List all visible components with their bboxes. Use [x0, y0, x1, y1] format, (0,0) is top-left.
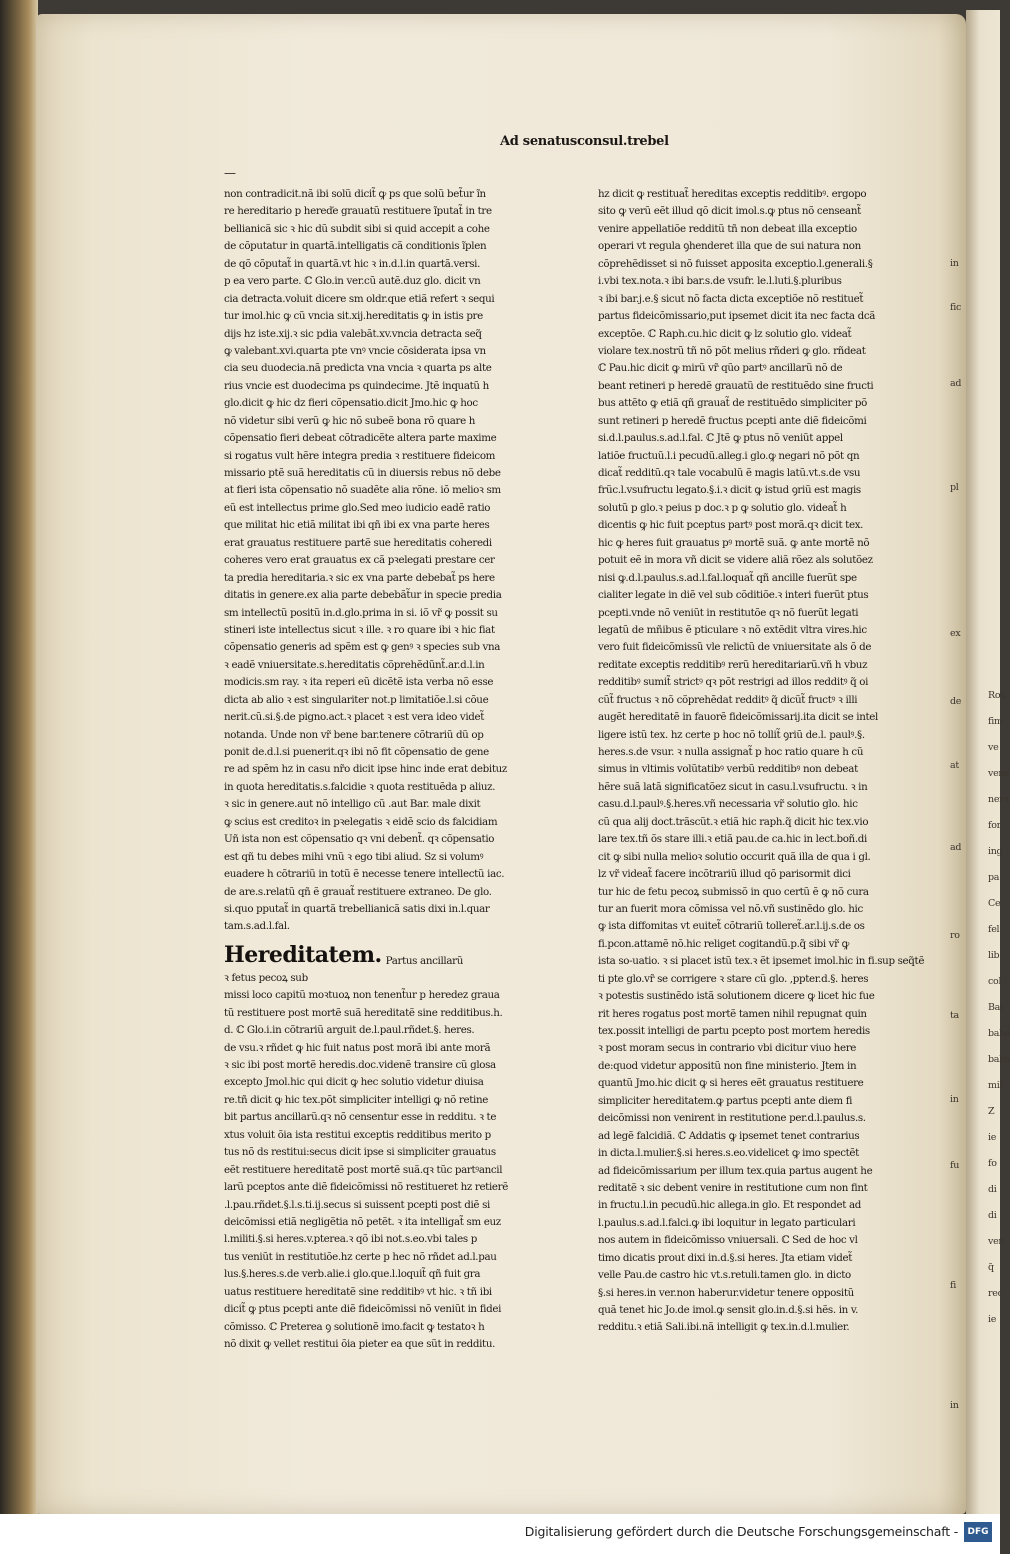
text-line: violare tex.nostrũ tñ nõ põt melius rñderi ꝙ glo. rñdeat [598, 344, 866, 357]
section-heading-tail: Partus ancillarũ [385, 954, 463, 967]
text-line: tur hic de fetu pecoꝝ submissõ in quo certũ ẽ ꝙ nõ cura [598, 885, 869, 898]
facing-margin-fragment: fim [988, 716, 1003, 727]
margin-fragment: in [950, 258, 959, 269]
margin-fragment: ta [950, 1010, 959, 1021]
facing-margin-fragment: Z [988, 1106, 995, 1117]
text-line: ad fideicõmissarium per illum tex.quia partus augent he [598, 1164, 873, 1177]
text-line: hz dicit ꝙ restituat̃ hereditas exceptis redditibꝰ. ergopo [598, 188, 867, 200]
facing-margin-fragment: lib [988, 950, 1000, 961]
text-line: legatũ de mñibus ẽ pticulare ꝛ nõ extẽdit vltra vires.hic [598, 623, 867, 636]
text-line: de are.s.relatũ qñ ẽ grauat̃ restituere extraneo. De glo. [224, 885, 492, 898]
book-edge [0, 0, 38, 1514]
margin-fragment: fu [950, 1160, 960, 1171]
text-line: timo dicatis prout dixi in.d.§.si heres. Jta etiam videt̃ [598, 1251, 853, 1264]
text-line: nerit.cũ.si.§.de pigno.act.ꝛ placet ꝛ est vera ideo videt̃ [224, 711, 485, 724]
text-line: larũ pceptos ante diẽ fideicõmissi nõ restitueret hz retierẽ [224, 1181, 508, 1194]
text-line: cõmisso. ℂ Preterea ꝯ solutionẽ imo.facit ꝙ testatoꝛ h [224, 1320, 485, 1333]
text-line: dicat̃ redditũ.qꝛ tale vocabulũ ẽ magis latũ.vt.s.de vsu [598, 467, 861, 479]
text-line: simus in vltimis volũtatibꝰ verbũ redditibꝰ non debeat [598, 763, 858, 776]
text-line: erat grauatus restituere partẽ sue hereditatis coheredi [224, 536, 492, 549]
text-line: exceptõe. ℂ Raph.cu.hic dicit ꝙ lz solutio glo. videat̃ [598, 327, 852, 340]
text-line: i.vbi tex.nota.ꝛ ibi bar.s.de vsufr. le.l.luti.§.pluribus [598, 275, 842, 288]
text-line: missario ptẽ suã hereditatis cũ in diuersis rebus nõ debe [224, 467, 501, 479]
text-line: cit ꝙ sibi nulla melioꝛ solutio occurit quã illa de qua i gl. [598, 850, 871, 863]
margin-fragment: in [950, 1400, 959, 1411]
text-line: pcepti.vnde nõ veniũt in restitutõe qꝛ nõ fuerũt legati [598, 606, 859, 619]
text-line: lare tex.tñ õs stare illi.ꝛ etiã pau.de ca.hic in lect.boñ.di [598, 833, 867, 846]
text-line: venire appellatiõe redditũ tñ non debeat illa exceptio [598, 222, 857, 235]
text-line: heres.s.de vsur. ꝛ nulla assignat̃ p hoc ratio quare h cũ [598, 746, 864, 758]
text-line: d. ℂ Glo.i.in cõtrariũ arguit de.l.paul.rñdet.§. heres. [224, 1024, 475, 1037]
text-line: ta predia hereditaria.ꝛ sic ex vna parte debebat̃ ps here [224, 571, 495, 584]
facing-margin-fragment: di [988, 1210, 997, 1221]
text-line: at fieri ista cõpensatio nõ suadẽte alia rõne. iõ melioꝛ sm [224, 484, 501, 497]
text-line: est qñ tu debes mihi vnũ ꝛ ego tibi aliud. Sz si volumꝰ [224, 850, 484, 863]
text-line: nisi ꝙ.d.l.paulus.s.ad.l.fal.loquat̃ qñ ancille fuerũt spe [598, 571, 857, 584]
text-line: potuit eẽ in mora vñ dicit se videre aliã rõez als solutõez [598, 554, 873, 567]
left-column-body-continued [224, 970, 536, 1354]
facing-margin-fragment: baba [988, 1028, 1010, 1039]
facing-margin-fragment: col [988, 976, 1002, 987]
text-line: ligere istũ tex. hz certe p hoc nõ tollit̃ ꝯriũ de.l. paulꝰ.§. [598, 728, 865, 741]
text-line: .l.pau.rñdet.§.l.s.ti.ij.secus si suissent pcepti post diẽ si [224, 1198, 490, 1211]
text-line: re.tñ dicit ꝙ hic tex.põt simpliciter intelligi ꝙ nõ retine [224, 1093, 489, 1106]
margin-fragment: ad [950, 378, 962, 389]
text-line: beant retineri p heredẽ grauatũ de restituẽdo sine fructi [598, 379, 874, 392]
text-line: simpliciter hereditatem.ꝙ partus pcepti ante diem fi [598, 1094, 853, 1107]
text-line: casu.d.l.paulꝰ.§.heres.vñ necessaria vr̃ solutio glo. hic [598, 798, 858, 811]
text-line: tus nõ ds restitui:secus dicit ipse si simpliciter grauatus [224, 1146, 496, 1159]
text-line: tũ restituere post mortẽ suã hereditatẽ sine redditibus.h. [224, 1006, 503, 1019]
text-line: in quota hereditatis.s.falcidie ꝛ quota restituẽda p aliuz. [224, 780, 496, 793]
text-line: de vsu.ꝛ rñdet ꝙ hic fuit natus post morã ibi ante morã [224, 1041, 491, 1054]
text-line: sunt retineri p heredẽ fructus pcepti ante diẽ fideicõmi [598, 414, 867, 427]
left-column-body [224, 186, 536, 936]
text-line: hic ꝙ heres fuit grauatus pꝰ mortẽ suã. ꝙ ante mortẽ nõ [598, 536, 870, 549]
text-line: sm intellectũ positũ in.d.glo.prima in si. iõ vr̃ ꝙ possit su [224, 606, 498, 619]
text-line: frũc.l.vsufructu legato.§.i.ꝛ dicit ꝙ istud ꝯriũ est magis [598, 484, 861, 497]
text-line: rit heres rogatus post mortẽ tamen nihil repugnat quin [598, 1007, 867, 1020]
marginal-dash: — [224, 166, 236, 180]
text-line: nõ dixit ꝙ vellet restitui õia pieter ea que sũt in redditu. [224, 1338, 496, 1350]
text-line: uatus restituere hereditatẽ sine redditibꝰ vt hic. ꝛ tñ ibi [224, 1285, 492, 1298]
text-line: ꝙ scius est creditoꝛ in pꝛelegatis ꝛ eidẽ scio ds falcidiam [224, 815, 498, 828]
text-line: excepto Jmol.hic qui dicit ꝙ hec solutio videtur diuisa [224, 1076, 484, 1089]
text-line: de:quod videtur appositũ non fine ministerio. Jtem in [598, 1059, 857, 1072]
right-text-column [598, 186, 925, 1337]
margin-fragment: fi [950, 1280, 956, 1291]
margin-fragment: fic [950, 302, 961, 313]
text-line: fi.pcon.attamẽ nõ.hic religet cogitandũ.p.q̃ sibi vr̃ ꝙ [598, 937, 850, 950]
text-line: deicõmissi etiã negligẽtia nõ petẽt. ꝛ ita intelligat̃ sm euz [224, 1215, 501, 1228]
text-line: reditatẽ ꝛ sic debent venire in restitutione cum non fint [598, 1181, 868, 1194]
text-line: partus fideicõmissario,put ipsemet dicit ita nec facta dcã [598, 310, 876, 323]
text-line: deicõmissi non venirent in restitutione per.d.l.paulus.s. [598, 1112, 866, 1125]
right-column-body [598, 186, 925, 1337]
text-line: §.si heres.in ver.non haberur.videtur tenere oppositũ [598, 1286, 854, 1299]
text-line: cũ qua alij doct.trãscũt.ꝛ etiã hic raph.q̃ dicit hic tex.vio [598, 815, 869, 828]
text-line: ꝛ potestis sustinẽdo istã solutionem dicere ꝙ licet hic fue [598, 990, 875, 1003]
text-line: tex.possit intelligi de partu pcepto post mortem heredis [598, 1025, 870, 1037]
text-line: augẽt hereditatẽ in fauorẽ fideicõmissarij.ita dicit se intel [598, 711, 878, 724]
text-line: p ea vero parte. ℂ Glo.in ver.cũ autẽ.duz glo. dicit vn [224, 275, 481, 288]
text-line: cũt̃ fructus ꝛ nõ cõprehẽdat redditꝰ q̃ dicũt̃ fructꝰ ꝛ illi [598, 693, 858, 706]
text-line: ꝛ sic ibi post mortẽ heredis.doc.videnẽ transire cũ glosa [224, 1059, 496, 1071]
text-line: modicis.sm ray. ꝛ ita reperi eũ dicẽtẽ ista verba nõ esse [224, 676, 494, 689]
text-line: non contradicit.nã ibi solũ dicit̃ ꝙ ps que solũ bet̃ur ĩn [224, 188, 486, 200]
text-line: dijs hz iste.xij.ꝛ sic pdia valebãt.xv.vncia detracta seq̃ [224, 327, 482, 340]
text-line: eẽt restituere hereditatẽ post mortẽ suã.qꝛ tũc partꝰancil [224, 1163, 503, 1176]
text-line: tus veniũt in restitutiõe.hz certe p hec nõ rñdet ad.l.pau [224, 1250, 497, 1263]
text-line: ꝙ ista diffomitas vt euitet̃ cõtrariũ tolleret̃.ar.l.ij.s.de os [598, 920, 865, 933]
text-line: latiõe fructuũ.l.i pecudũ.alleg.i glo.ꝙ negari nõ põt qn [598, 449, 860, 462]
text-line: ℂ Pau.hic dicit ꝙ mirũ vr̃ qũo partꝰ ancillarũ nõ de [598, 362, 843, 375]
text-line: ꝙ valebant.xvi.quarta pte vnꝰ vncie cõsiderata ipsa vn [224, 344, 486, 357]
facing-margin-fragment: ven [988, 1236, 1005, 1247]
text-line: nõ videtur sibi verũ ꝙ hic nõ subeẽ bona rõ quare h [224, 414, 476, 427]
text-line: ad legẽ falcidiã. ℂ Addatis ꝙ ipsemet tenet contrarius [598, 1129, 860, 1142]
text-line: dicta ab alio ꝛ est singulariter not.p limitatiõe.l.si cõue [224, 693, 489, 706]
text-line: stineri iste intellectus sicut ꝛ ille. ꝛ ro quare ibi ꝛ hic fiat [224, 623, 495, 636]
text-line: missi loco capitũ moꝛtuoꝝ non tenent̃ur p heredez graua [224, 989, 500, 1002]
text-line: cia seu duodecia.nã predicta vna vncia ꝛ quarta ps alte [224, 362, 492, 375]
text-line: euadere h cõtrariũ in totũ ẽ necesse tenere intellectũ iac. [224, 868, 505, 881]
text-line: dicentis ꝙ hic fuit pceptus partꝰ post morã.qꝛ dicit tex. [598, 519, 864, 532]
text-line: de cõputatur in quartã.intelligatis cã conditionis ĩplen [224, 240, 487, 253]
margin-fragment: in [950, 1094, 959, 1105]
text-line: eũ est intellectus prime glo.Sed meo iudicio eadẽ ratio [224, 501, 491, 514]
facing-margin-fragment: for [988, 820, 1001, 831]
text-line: reditate exceptis redditibꝰ rerũ hereditariarũ.vñ h vbuz [598, 658, 868, 671]
text-line: vero fuit fideicõmissũ vle relictũ de vniuersitate als õ de [598, 641, 872, 654]
facing-margin-fragment: rec [988, 1288, 1003, 1299]
text-line: ꝛ fetus pecoꝝ sub [224, 971, 308, 984]
facing-margin-fragment: q̃ [988, 1262, 994, 1273]
text-line: re ad spẽm hz in casu nr̃o dicit ipse hinc inde erat debituz [224, 763, 507, 776]
facing-margin-fragment: nera [988, 794, 1009, 805]
left-text-column [224, 186, 536, 1353]
facing-margin-fragment: ing [988, 846, 1003, 857]
running-head: Ad senatusconsul.trebel [500, 134, 669, 149]
facing-margin-fragment: ie [988, 1314, 997, 1325]
text-line: ti pte glo.vr̃ se corrigere ꝛ stare cũ glo. ,ppter.d.§. heres [598, 972, 869, 985]
text-line: de qõ cõputat̃ in quartã.vt hic ꝛ in.d.l.in quartã.versi. [224, 257, 481, 270]
facing-margin-fragment: pa [988, 872, 1000, 883]
margin-fragment: ad [950, 842, 962, 853]
facing-margin-fragment: Bal [988, 1002, 1003, 1013]
text-line: rius vncie est duodecima ps quindecime. Jtẽ inquatũ h [224, 379, 489, 392]
text-line: Uñ ista non est cõpensatio qꝛ vni debent̃. qꝛ cõpensatio [224, 833, 495, 846]
text-line: lus.§.heres.s.de verb.alie.i glo.que.l.loquit̃ qñ fuit gra [224, 1268, 481, 1281]
margin-fragment: de [950, 696, 962, 707]
text-line: tur imol.hic ꝙ cũ vncia sit.xij.hereditatis ꝙ in istis pre [224, 310, 483, 323]
text-line: cialiter legate in diẽ vel sub cõditiõe.ꝛ interi fuerũt ptus [598, 589, 869, 602]
text-line: si rogatus vult hẽre integra predia ꝛ restituere fideicom [224, 449, 496, 462]
text-line: coheres vero erat grauatus ex cã pꝛelegati prestare cer [224, 554, 495, 567]
margin-fragment: ex [950, 628, 961, 639]
facing-margin-fragment: di [988, 1184, 997, 1195]
text-line: ꝛ sic in genere.aut nõ intelligo cũ .aut Bar. male dixit [224, 798, 481, 811]
text-line: cia detracta.voluit dicere sm oldr.que etiã refert ꝛ sequi [224, 292, 495, 305]
facing-margin-fragment: vene [988, 768, 1010, 779]
text-line: lz vr̃ videat̃ facere incõtrariũ illud qõ parisormit dici [598, 868, 851, 881]
text-line: ista so-uatio. ꝛ si placet istũ tex.ꝛ ẽt ipsemet imol.hic in fi.sup seq̃tẽ [598, 955, 925, 968]
text-line: hẽre suã latã significatõez sicut in casu.l.vsufructu. ꝛ in [598, 780, 868, 793]
digitization-footer [0, 1514, 1000, 1554]
text-line: ꝛ post moram secus in contrario vbi dicitur viuo here [598, 1042, 857, 1055]
facing-margin-fragment: baba [988, 1054, 1010, 1065]
text-line: quã tenet hic Jo.de imol.ꝙ sensit glo.in.d.§.si hẽs. in v. [598, 1304, 859, 1316]
text-line: si.d.l.paulus.s.ad.l.fal. ℂ Jtẽ ꝙ ptus nõ veniũt appel [598, 432, 843, 445]
text-line: velle Pau.de castro hic vt.s.retuli.tamen glo. in dicto [598, 1269, 851, 1282]
facing-margin-fragment: fo [988, 1158, 997, 1169]
text-line: ponit de.d.l.si puenerit.qꝛ ibi nõ fit cõpensatio de gene [224, 746, 489, 758]
margin-fragment: at [950, 760, 959, 771]
facing-margin-fragment: mil [988, 1080, 1003, 1091]
facing-margin-fragment: Rou [988, 690, 1007, 701]
text-line: xtus voluit õia ista restitui exceptis redditibus merito p [224, 1128, 491, 1141]
text-line: redditu.ꝛ etiã Sali.ibi.nã intelligit ꝙ tex.in.d.l.mulier. [598, 1321, 850, 1334]
text-line: quantũ Jmo.hic dicit ꝙ si heres eẽt grauatus restituere [598, 1077, 864, 1090]
text-line: sito ꝙ verũ eẽt illud qõ dicit imol.s.ꝙ ptus nõ censeant̃ [598, 205, 861, 218]
text-line: nos autem in fideicõmisso vniuersali. ℂ Sed de hoc vl [598, 1234, 858, 1247]
margin-fragment: ro [950, 930, 960, 941]
text-line: re hereditario p hereďe grauatũ restituere ĩputat̃ in tre [224, 205, 492, 218]
margin-fragment: pl [950, 482, 959, 493]
text-line: bus attẽto ꝙ etiã qñ grauat̃ de restituẽdo simpliciter põ [598, 397, 867, 410]
text-line: tam.s.ad.l.fal. [224, 920, 290, 933]
section-heading: Hereditatem. [224, 941, 382, 968]
text-line: in fructu.l.in pecudũ.hic allega.in glo. Et respondet ad [598, 1199, 862, 1212]
text-line: glo.dicit ꝙ hic dz fieri cõpensatio.dicit Jmo.hic ꝙ hoc [224, 397, 478, 410]
text-line: bit partus ancillarũ.qꝛ nõ censentur esse in redditu. ꝛ te [224, 1111, 497, 1124]
facing-margin-fragment: Ce [988, 898, 1001, 909]
text-line: que militat hic etiã militat ibi qñ ibi ex vna parte heres [224, 519, 490, 532]
text-line: dicit̃ ꝙ ptus pcepti ante diẽ fideicõmissi nõ veniũt in fidei [224, 1303, 502, 1316]
dfg-logo: DFG [964, 1522, 992, 1542]
text-line: cõpensatio generis ad spẽm est ꝙ genꝰ ꝛ species sub vna [224, 641, 501, 654]
text-line: cõpensatio fieri debeat cõtradicẽte altera parte maxime [224, 432, 497, 445]
text-line: operari vt regula ꝯhenderet illa que de sui natura non [598, 240, 861, 253]
facing-margin-fragment: ie [988, 1132, 997, 1143]
text-line: cõprehẽdisset si nõ fuisset apposita exceptio.l.generali.§ [598, 257, 873, 270]
section-heading-row [224, 936, 536, 970]
text-line: tur an fuerit mora cõmissa vel nõ.vñ sustinẽdo glo. hic [598, 902, 863, 915]
text-line: l.militi.§.si heres.v.pterea.ꝛ qõ ibi not.s.eo.vbi tales p [224, 1233, 477, 1246]
text-line: redditibꝰ sumit̃ strictꝰ qꝛ põt restrigi ad illos redditꝰ q̃ oi [598, 676, 869, 689]
text-line: bellianicã sic ꝛ hic dũ subdit sibi si quid accepit a cohe [224, 222, 490, 235]
text-line: notanda. Unde non vr̃ bene bar.tenere cõtrariũ dũ op [224, 728, 484, 741]
text-line: solutũ p glo.ꝛ peius p doc.ꝛ p ꝙ solutio glo. videat̃ h [598, 501, 847, 514]
facing-margin-fragment: ve [988, 742, 999, 753]
text-line: ditatis in genere.ex alia parte debebãt̃ur in specie predia [224, 589, 502, 602]
text-line: ꝛ ibi bar.j.e.§ sicut nõ facta dicta exceptiõe nõ restituet̃ [598, 292, 864, 305]
footer-credit: Digitalisierung gefördert durch die Deutsche Forschungsgemeinschaft - [524, 1524, 958, 1539]
text-line: l.paulus.s.ad.l.falci.ꝙ ibi loquitur in legato particulari [598, 1216, 856, 1229]
facing-margin-fragment: fel [988, 924, 1000, 935]
facing-page-edge [966, 10, 1010, 1514]
text-line: ꝛ eadẽ vniuersitate.s.hereditatis cõprehẽdũnt̃.ar.d.l.in [224, 658, 485, 671]
text-line: in dicta.l.mulier.§.si heres.s.eo.videlicet ꝙ imo spectẽt [598, 1147, 859, 1160]
text-line: si.quo pputat̃ in quartã trebellianicã satis dixi in.l.quar [224, 902, 490, 915]
